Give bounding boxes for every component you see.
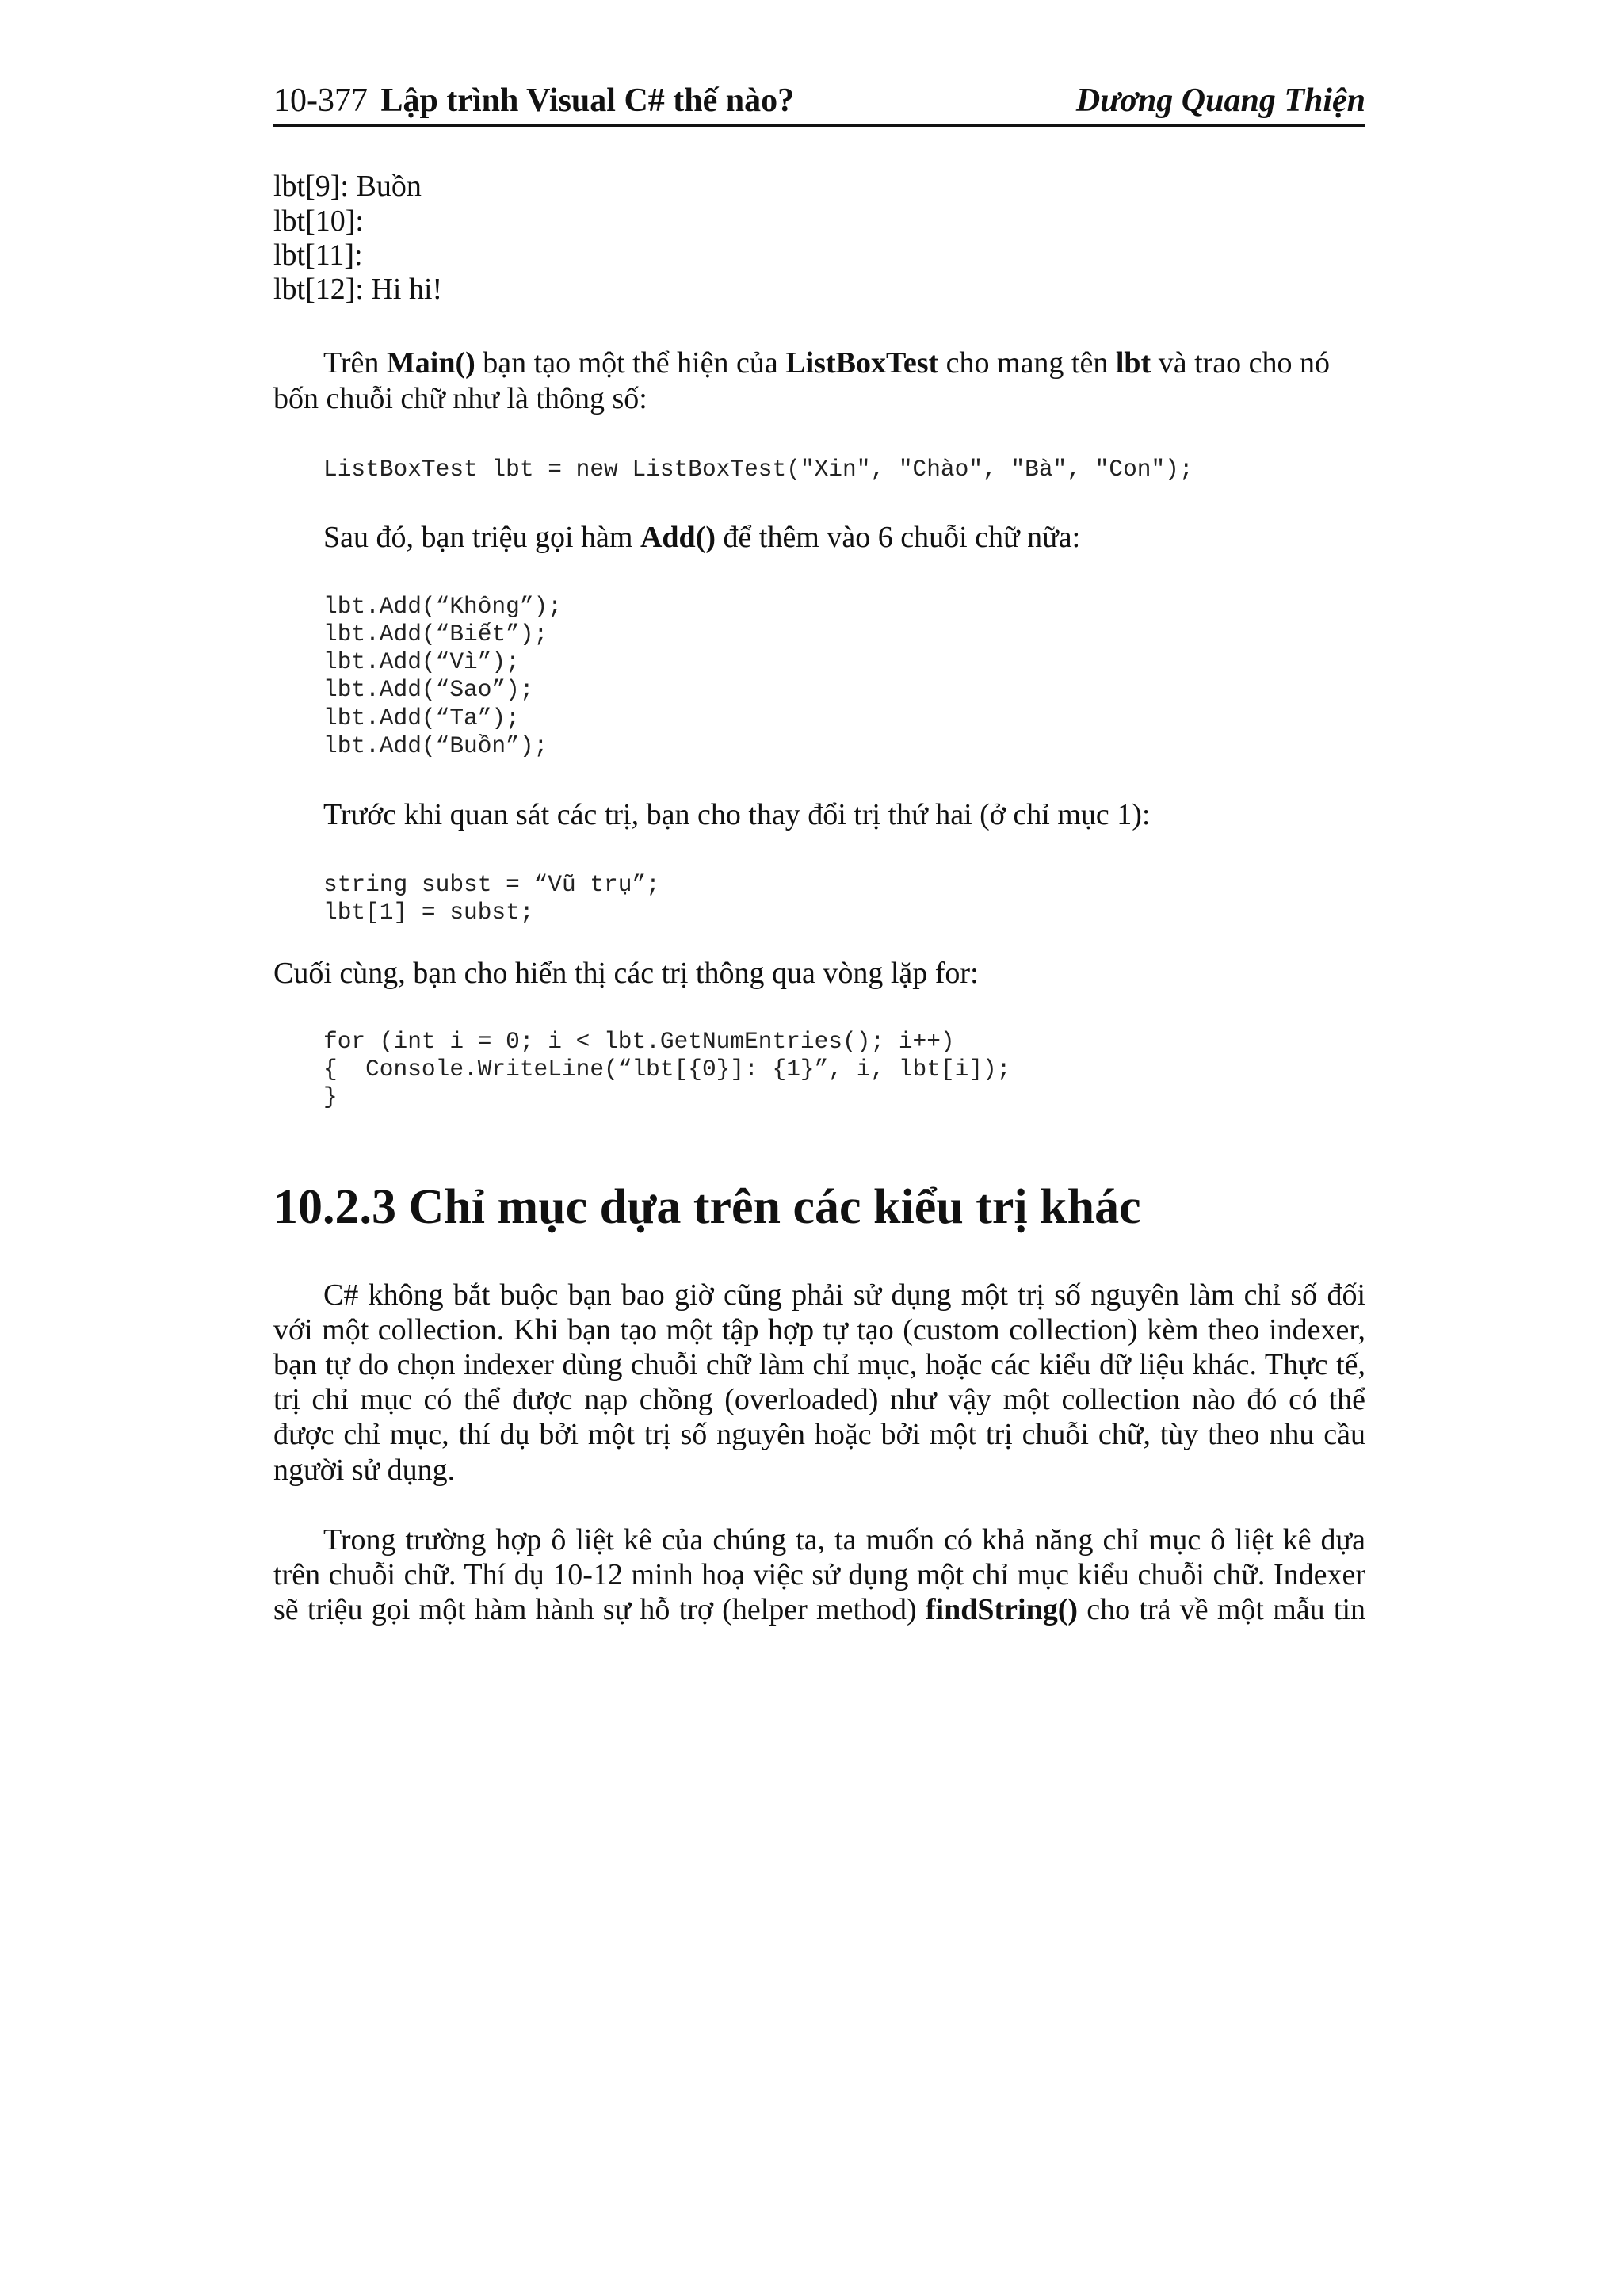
bold-term: Main()	[386, 346, 475, 380]
paragraph-line	[273, 1592, 1365, 1627]
code-line: { Console.WriteLine(“lbt[{0}]: {1}”, i, lbt[i]);	[323, 1056, 1011, 1083]
paragraph-line: được chỉ mục, thí dụ bởi một trị số nguyên hoặc bởi một trị chuỗi chữ, tùy theo nhu cầu	[273, 1418, 1365, 1451]
paragraph-line: bạn tự do chọn indexer dùng chuỗi chữ làm chỉ mục, hoặc các kiểu dữ liệu khác. Thực tế,	[273, 1348, 1365, 1381]
text: bạn tạo một thể hiện của	[475, 346, 786, 380]
header-left	[273, 82, 794, 120]
code-line: lbt.Add(“Không”);	[323, 593, 562, 620]
text: sẽ triệu gọi một hàm hành sự hỗ trợ (helper method)	[273, 1593, 926, 1626]
code-line: lbt.Add(“Ta”);	[323, 705, 520, 732]
book-title: Lập trình Visual C# thế nào?	[380, 82, 795, 119]
code-line: lbt.Add(“Buồn”);	[323, 732, 548, 759]
text: và trao cho nó	[1151, 346, 1331, 380]
bold-term: Add()	[640, 521, 716, 554]
paragraph-line	[323, 520, 1080, 555]
code-line: lbt.Add(“Vì”);	[323, 648, 520, 675]
section-heading: 10.2.3 Chỉ mục dựa trên các kiểu trị khác	[273, 1180, 1141, 1234]
code-line: for (int i = 0; i < lbt.GetNumEntries(); i++)	[323, 1028, 955, 1055]
text: cho trả về một mẫu tin	[1078, 1593, 1365, 1626]
code-line: }	[323, 1083, 338, 1110]
output-line: lbt[11]:	[273, 239, 363, 272]
paragraph-line: người sử dụng.	[273, 1454, 456, 1487]
paragraph-line: Trước khi quan sát các trị, bạn cho thay đổi trị thứ hai (ở chỉ mục 1):	[323, 798, 1151, 831]
paragraph-line: bốn chuỗi chữ như là thông số:	[273, 382, 647, 415]
paragraph-line: trị chỉ mục có thể được nạp chồng (overloaded) như vậy một collection nào đó có thể	[273, 1383, 1365, 1416]
code-line: lbt.Add(“Biết”);	[323, 621, 548, 648]
paragraph-line	[323, 346, 1330, 380]
paragraph-line: Cuối cùng, bạn cho hiển thị các trị thông qua vòng lặp for:	[273, 957, 979, 990]
code-line: string subst = “Vũ trụ”;	[323, 871, 660, 898]
paragraph-line: với một collection. Khi bạn tạo một tập hợp tự tạo (custom collection) kèm theo indexer,	[273, 1313, 1365, 1347]
code-line: ListBoxTest lbt = new ListBoxTest("Xin", "Chào", "Bà", "Con");	[323, 456, 1193, 483]
paragraph-line: C# không bắt buộc bạn bao giờ cũng phải sử dụng một trị số nguyên làm chỉ số đối	[323, 1278, 1365, 1312]
output-line: lbt[9]: Buồn	[273, 170, 422, 203]
text: Trên	[323, 346, 387, 380]
text: để thêm vào 6 chuỗi chữ nữa:	[716, 521, 1081, 554]
author-name: Dương Quang Thiện	[1075, 82, 1365, 119]
paragraph-line: Trong trường hợp ô liệt kê của chúng ta, ta muốn có khả năng chỉ mục ô liệt kê dựa	[323, 1523, 1365, 1557]
paragraph-line: trên chuỗi chữ. Thí dụ 10-12 minh hoạ việc sử dụng một chỉ mục kiểu chuỗi chữ. Indexer	[273, 1558, 1365, 1591]
page-number: 10-377	[273, 82, 368, 119]
code-line: lbt[1] = subst;	[323, 899, 534, 926]
bold-term: lbt	[1115, 346, 1151, 380]
page-header	[273, 75, 1365, 127]
bold-term: ListBoxTest	[785, 346, 939, 380]
text: cho mang tên	[938, 346, 1116, 380]
bold-term: findString()	[925, 1593, 1079, 1626]
output-line: lbt[12]: Hi hi!	[273, 273, 443, 306]
output-line: lbt[10]:	[273, 204, 364, 238]
text: Sau đó, bạn triệu gọi hàm	[323, 521, 640, 554]
code-line: lbt.Add(“Sao”);	[323, 676, 534, 703]
